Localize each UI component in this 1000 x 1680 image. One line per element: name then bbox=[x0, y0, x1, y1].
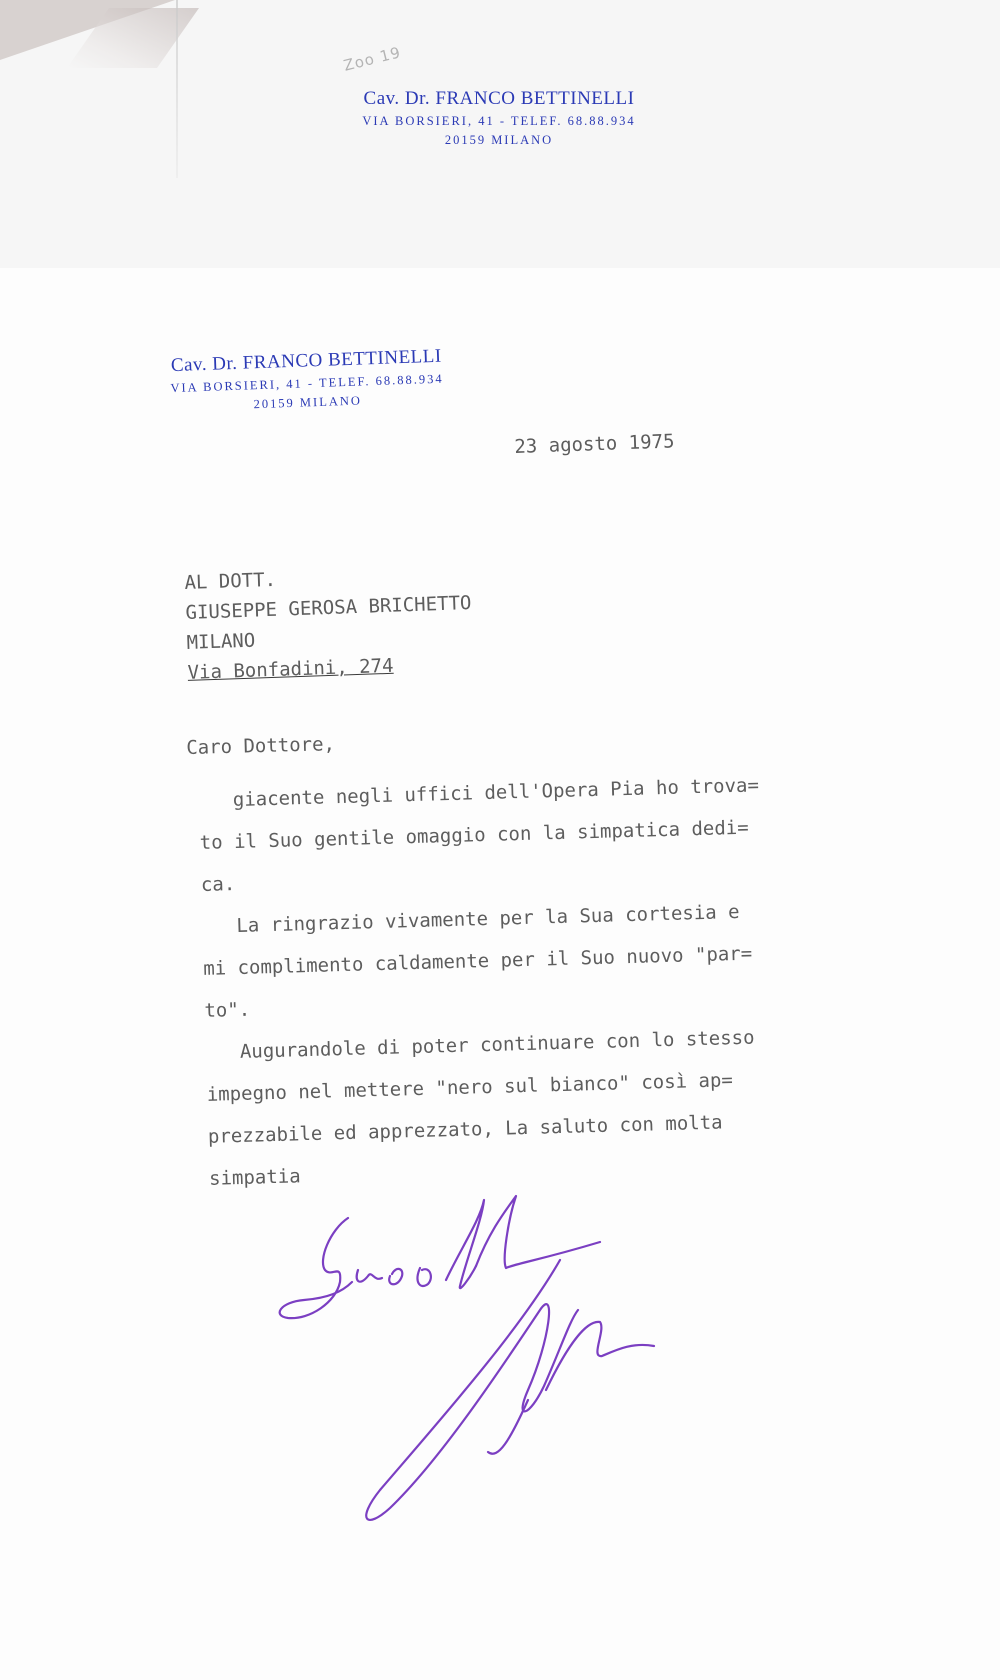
letter-letterhead-address: VIA BORSIERI, 41 - TELEF. 68.88.934 bbox=[170, 371, 444, 396]
letter-letterhead bbox=[146, 345, 468, 416]
letter-date: 23 agosto 1975 bbox=[514, 430, 675, 458]
body-line: Augurandole di poter continuare con lo stesso bbox=[205, 1026, 755, 1064]
body-line: ca. bbox=[200, 873, 236, 896]
recipient-address bbox=[184, 558, 474, 688]
body-line: to il Suo gentile omaggio con la simpatica dedi= bbox=[199, 816, 749, 854]
letter-letterhead-name: Cav. Dr. FRANCO BETTINELLI bbox=[170, 345, 442, 377]
body-line: giacente negli uffici dell'Opera Pia ho trova= bbox=[198, 774, 760, 812]
body-line: La ringrazio vivamente per la Sua cortesia e bbox=[201, 900, 740, 938]
envelope bbox=[0, 0, 1000, 271]
recipient-line-4: Via Bonfadini, 274 bbox=[187, 654, 394, 684]
envelope-letterhead bbox=[344, 88, 654, 148]
body-line: mi complimento caldamente per il Suo nuovo "par= bbox=[202, 942, 753, 980]
envelope-letterhead-address: VIA BORSIERI, 41 - TELEF. 68.88.934 bbox=[362, 114, 636, 128]
pencil-note: Zoo 19 bbox=[341, 43, 403, 75]
recipient-line-3: MILANO bbox=[186, 629, 256, 654]
signature-stroke bbox=[446, 1200, 484, 1288]
body-line: to". bbox=[204, 998, 251, 1022]
signature-stroke bbox=[546, 1322, 654, 1390]
body-line: prezzabile ed apprezzato, La saluto con molta bbox=[207, 1111, 723, 1148]
signature-stroke bbox=[280, 1218, 352, 1318]
letter-body bbox=[198, 764, 770, 1199]
envelope-crease bbox=[176, 0, 178, 178]
envelope-letterhead-city: 20159 MILANO bbox=[444, 133, 554, 147]
handwritten-signature bbox=[270, 1190, 790, 1530]
signature-stroke bbox=[418, 1268, 431, 1286]
body-line: simpatia bbox=[208, 1165, 301, 1190]
salutation: Caro Dottore, bbox=[186, 733, 336, 759]
body-line: impegno nel mettere "nero sul bianco" così ap= bbox=[206, 1069, 734, 1106]
signature-stroke bbox=[357, 1270, 382, 1282]
recipient-line-1: AL DOTT. bbox=[184, 568, 277, 594]
letter-letterhead-city: 20159 MILANO bbox=[253, 393, 363, 412]
signature-stroke bbox=[389, 1269, 402, 1284]
signature-stroke bbox=[476, 1196, 600, 1268]
recipient-line-2: GIUSEPPE GEROSA BRICHETTO bbox=[185, 591, 472, 624]
envelope-letterhead-name: Cav. Dr. FRANCO BETTINELLI bbox=[363, 88, 635, 109]
